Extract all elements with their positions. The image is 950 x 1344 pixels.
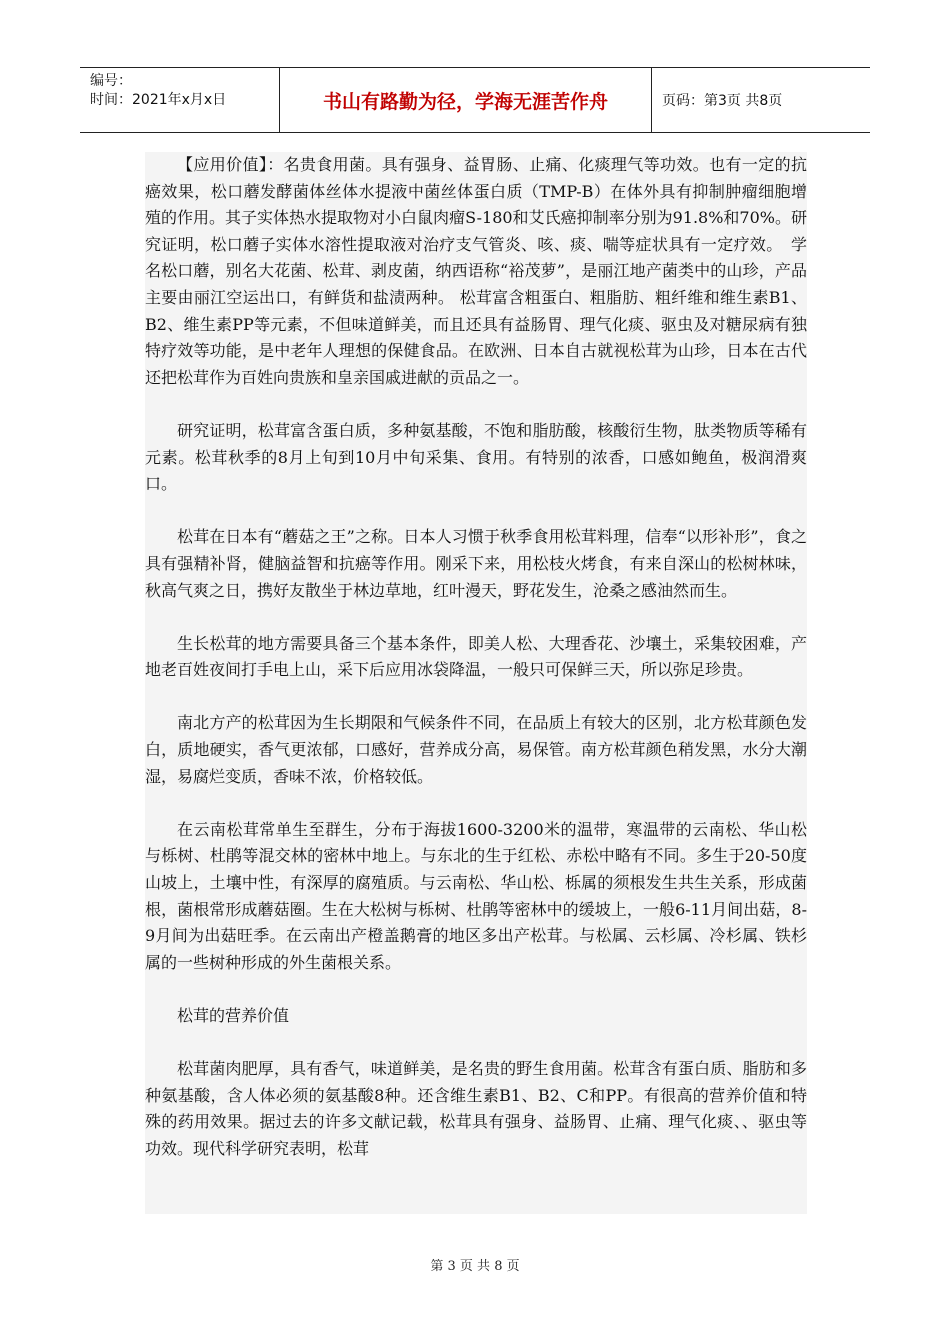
paragraph-japan: 松茸在日本有“蘑菇之王”之称。日本人习惯于秋季食用松茸料理，信奉“以形补形”，食之具有强精补肾，健脑益智和抗癌等作用。刚采下来，用松枝火烤食，有来自深山的松树林味，秋高气爽之日，携好友散坐于林边草地，红叶漫天，野花发生，沧桑之感油然而生。 bbox=[145, 527, 807, 600]
paragraph-north-south: 南北方产的松茸因为生长期限和气候条件不同，在品质上有较大的区别，北方松茸颜色发白，质地硬实，香气更浓郁，口感好，营养成分高，易保管。南方松茸颜色稍发黑，水分大潮湿，易腐烂变质，香味不浓，价格较低。 bbox=[145, 713, 807, 786]
paragraph-research: 研究证明，松茸富含蛋白质，多种氨基酸，不饱和脂肪酸，核酸衍生物，肽类物质等稀有元素。松茸秋季的8月上旬到10月中旬采集、食用。有特别的浓香，口感如鲍鱼，极润滑爽口。 bbox=[145, 420, 807, 494]
page-header bbox=[80, 67, 870, 133]
document-date: 时间：2021年x月x日 bbox=[90, 92, 227, 108]
document-body bbox=[145, 152, 807, 1214]
paragraph-application-value: 【应用价值】：名贵食用菌。具有强身、益胃肠、止痛、化痰理气等功效。也有一定的抗癌效果，松口蘑发酵菌体丝体水提液中菌丝体蛋白质（TMP-B）在体外具有抑制肿瘤细胞增殖的作用。其子实体热水提取物对小白鼠肉瘤S-180和艾氏癌抑制率分别为91.8%和70%。研究证明，松口蘑子实体水溶性提取液对治疗支气管炎、咳、痰、喘等症状具有一定疗效。 学名松口蘑，别名大花菌、松茸、剥皮菌，纳西语称“裕茂萝”，是丽江地产菌类中的山珍，产品主要由丽江空运出口，有鲜货和盐渍两种。 松茸富含粗蛋白、粗脂肪、粗纤维和维生素B1、B2、维生素PP等元素，不但味道鲜美，而且还具有益肠胃、理气化痰、驱虫及对糖尿病有独特疗效等功能，是中老年人理想的保健食品。在欧洲、日本自古就视松茸为山珍，日本在古代还把松茸作为百姓向贵族和皇亲国戚进献的贡品之一。 bbox=[145, 155, 807, 387]
header-page-number: 页码：第3页 共8页 bbox=[662, 93, 783, 109]
paragraph-growth-conditions: 生长松茸的地方需要具备三个基本条件，即美人松、大理香花、沙壤土，采集较困难，产地老百姓夜间打手电上山，采下后应用冰袋降温，一般只可保鲜三天，所以弥足珍贵。 bbox=[145, 633, 807, 680]
header-meta bbox=[80, 68, 280, 132]
header-motto: 书山有路勤为径，学海无涯苦作舟 bbox=[280, 68, 652, 132]
page-footer: 第 3 页 共 8 页 bbox=[430, 1259, 520, 1274]
section-heading-nutrition: 松茸的营养价值 bbox=[177, 1006, 290, 1025]
paragraph-yunnan: 在云南松茸常单生至群生，分布于海拔1600-3200米的温带，寒温带的云南松、华山松与栎树、杜鹃等混交林的密林中地上。与东北的生于红松、赤松中略有不同。多生于20-50度山坡上，土壤中性，有深厚的腐殖质。与云南松、华山松、栎属的须根发生共生关系，形成菌根，菌根常形成蘑菇圈。生在大松树与栎树、杜鹃等密林中的缓坡上，一般6-11月间出菇，8-9月间为出菇旺季。在云南出产橙盖鹅膏的地区多出产松茸。与松属、云杉属、冷杉属、铁杉属的一些树种形成的外生菌根关系。 bbox=[145, 819, 807, 972]
document-number-label: 编号： bbox=[90, 73, 132, 89]
paragraph-nutrition: 松茸菌肉肥厚，具有香气，味道鲜美，是名贵的野生食用菌。松茸含有蛋白质、脂肪和多种氨基酸，含人体必须的氨基酸8种。还含维生素B1、B2、C和PP。有很高的营养价值和特殊的药用效果。据过去的许多文献记载，松茸具有强身、益肠胃、止痛、理气化痰、、驱虫等功效。现代科学研究表明，松茸 bbox=[145, 1059, 807, 1158]
